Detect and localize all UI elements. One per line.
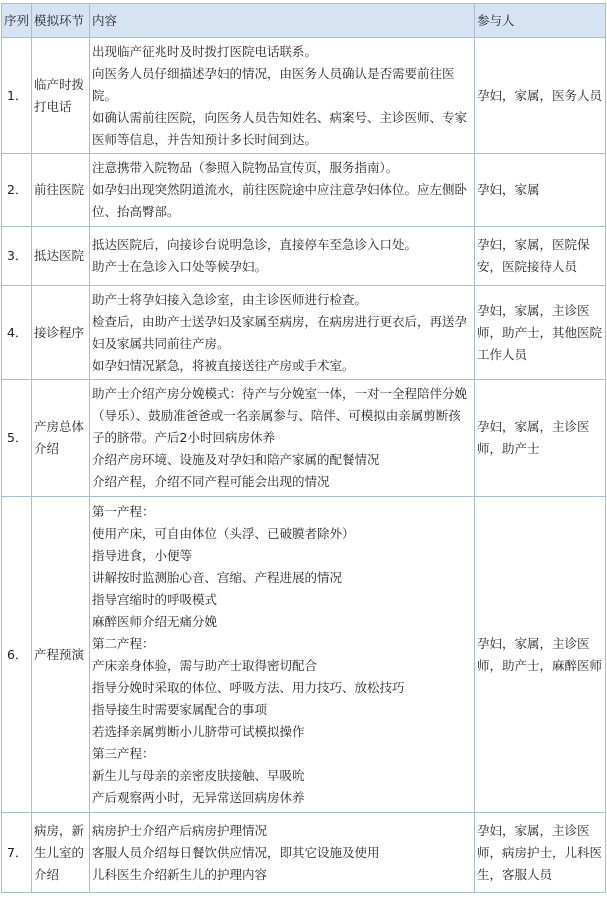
row-participants: 孕妇，家属，主诊医师，助产士，麻醉医师 [475, 497, 606, 813]
table-row [2, 813, 606, 893]
row-content [90, 154, 475, 227]
content-line: 注意携带入院物品（参照入院物品宣传页，服务指南）。 [92, 160, 399, 175]
content-line: 儿科医生介绍新生儿的护理内容 [92, 866, 268, 882]
content-line: 向医务人员仔细描述孕妇的情况，由医务人员确认是否需要前往医院。 [92, 65, 455, 103]
content-line: 检查后，由助产士送孕妇及家属至病房，在病房进行更衣后，再送孕妇及家属共同前往产房。 [92, 313, 468, 351]
row-stage: 病房，新生儿室的介绍 [32, 813, 90, 893]
content-line: 指导进食，小便等 [92, 547, 193, 563]
row-stage: 产房总体介绍 [32, 380, 90, 497]
row-content [90, 380, 475, 497]
simulation-table [1, 3, 606, 893]
content-line: 如孕妇出现突然阴道流水，前往医院途中应注意孕妇体位。应左侧卧位、抬高臀部。 [92, 182, 468, 219]
content-line: 产床亲身体验，需与助产士取得密切配合 [92, 657, 318, 673]
content-line: 新生儿与母亲的亲密皮肤接触、早吸吮 [92, 767, 305, 783]
table-row [2, 227, 606, 286]
row-stage: 抵达医院 [32, 227, 90, 286]
content-line: 如孕妇情况紧急，将被直接送往产房或手术室。 [92, 357, 355, 373]
header-participants: 参与人 [475, 4, 606, 38]
content-line: 第三产程： [92, 745, 155, 761]
row-content [90, 813, 475, 893]
table-row [2, 380, 606, 497]
table-body [2, 38, 606, 893]
row-stage: 产程预演 [32, 497, 90, 813]
table-row [2, 286, 606, 380]
content-line: 助产士将孕妇接入急诊室，由主诊医师进行检查。 [92, 291, 368, 307]
content-line: 助产士在急诊入口处等候孕妇。 [92, 259, 268, 274]
table-row [2, 154, 606, 227]
row-content [90, 38, 475, 154]
row-seq: 1． [2, 38, 32, 154]
row-participants: 孕妇，家属，医务人员 [475, 38, 606, 154]
row-seq: 6． [2, 497, 32, 813]
header-seq: 序列 [2, 4, 32, 38]
row-content [90, 497, 475, 813]
content-line: 指导接生时需要家属配合的事项 [92, 701, 268, 717]
content-line: 指导宫缩时的呼吸模式 [92, 591, 218, 607]
row-seq: 2． [2, 154, 32, 227]
row-seq: 5． [2, 380, 32, 497]
row-participants: 孕妇，家属，医院保安，医院接待人员 [475, 227, 606, 286]
content-line: 使用产床，可自由体位（头浮、已破膜者除外） [92, 525, 355, 541]
row-participants: 孕妇，家属，主诊医师，病房护士，儿科医生，客服人员 [475, 813, 606, 893]
row-seq: 3． [2, 227, 32, 286]
content-line: 介绍产房环境、设施及对孕妇和陪产家属的配餐情况 [92, 452, 380, 467]
row-content [90, 227, 475, 286]
content-line: 第二产程： [92, 635, 155, 651]
content-line: 出现临产征兆时及时拨打医院电话联系。 [92, 43, 318, 59]
row-participants: 孕妇，家属，主诊医师，助产士，其他医院工作人员 [475, 286, 606, 380]
header-content: 内容 [90, 4, 475, 38]
content-line: 抵达医院后，向接诊台说明急诊，直接停车至急诊入口处。 [92, 237, 418, 252]
table-row [2, 497, 606, 813]
content-line: 指导分娩时采取的体位、呼吸方法、用力技巧、放松技巧 [92, 679, 405, 695]
content-line: 产后观察两小时，无异常送回病房休养 [92, 789, 305, 805]
row-seq: 7． [2, 813, 32, 893]
content-line: 客服人员介绍每日餐饮供应情况，即其它设施及使用 [92, 844, 380, 860]
content-line: 助产士介绍产房分娩模式：待产与分娩室一体，一对一全程陪伴分娩（导乐）、鼓励准爸爸或一名亲属参与、陪伴、可模拟由亲属剪断孩子的脐带。产后2小时回病房休养 [92, 386, 468, 445]
table-header-row [2, 4, 606, 38]
content-line: 麻醉医师介绍无痛分娩 [92, 613, 218, 629]
row-seq: 4． [2, 286, 32, 380]
table-row [2, 38, 606, 154]
content-line: 病房护士介绍产后病房护理情况 [92, 822, 268, 838]
content-line: 如确认需前往医院，向医务人员告知姓名、病案号、主诊医师、专家医师等信息，并告知预计多长时间到达。 [92, 109, 468, 147]
row-stage: 前往医院 [32, 154, 90, 227]
content-line: 讲解按时监测胎心音、宫缩、产程进展的情况 [92, 569, 343, 585]
header-stage: 模拟环节 [32, 4, 90, 38]
row-content [90, 286, 475, 380]
content-line: 第一产程： [92, 503, 155, 519]
row-stage: 临产时拨打电话 [32, 38, 90, 154]
row-stage: 接诊程序 [32, 286, 90, 380]
row-participants: 孕妇，家属 [475, 154, 606, 227]
content-line: 介绍产程，介绍不同产程可能会出现的情况 [92, 474, 330, 489]
row-participants: 孕妇，家属，主诊医师，助产士 [475, 380, 606, 497]
content-line: 若选择亲属剪断小儿脐带可试模拟操作 [92, 723, 305, 739]
